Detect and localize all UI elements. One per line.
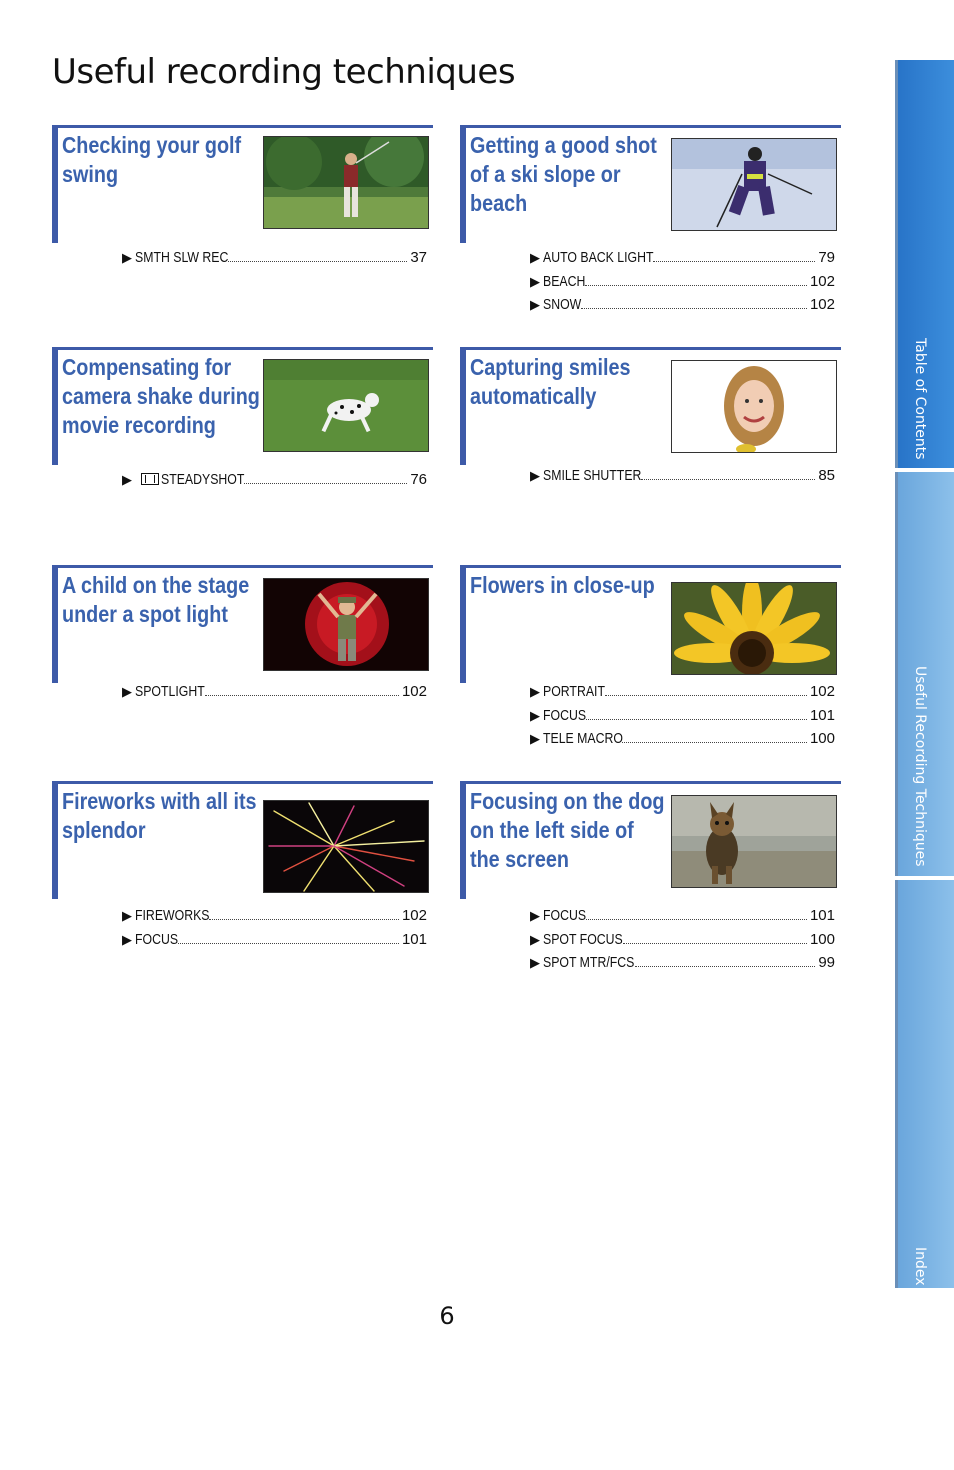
reference-list: [122, 683, 427, 707]
triangle-right-icon: ▶: [530, 297, 540, 312]
reference-list: [122, 249, 427, 273]
leader-dots: [605, 695, 807, 696]
page-number: 6: [439, 1302, 455, 1330]
leader-dots: [581, 308, 807, 309]
reference-list: [530, 683, 835, 754]
triangle-right-icon: ▶: [530, 273, 540, 289]
triangle-right-icon: ▶: [530, 684, 540, 699]
child-stage-photo: [263, 578, 429, 671]
reference-item[interactable]: ▶ SPOT MTR/FCS 99: [530, 954, 835, 971]
triangle-right-icon: ▶: [122, 472, 132, 487]
tab-useful-recording-techniques[interactable]: Useful Recording Techniques: [895, 472, 954, 876]
section-title[interactable]: Capturing smiles automatically: [470, 354, 631, 409]
reference-item[interactable]: ▶ SPOTLIGHT 102: [122, 683, 427, 700]
reference-item[interactable]: ▶ FOCUS 101: [530, 706, 835, 724]
reference-item[interactable]: ▶ PORTRAIT 102: [530, 683, 835, 700]
reference-item[interactable]: ▶ SMTH SLW REC 37: [122, 249, 427, 266]
leader-dots: [653, 261, 815, 262]
reference-item[interactable]: ▶ BEACH 102: [530, 272, 835, 290]
dalmatian-photo: [263, 359, 429, 452]
reference-item[interactable]: ▶ SPOT FOCUS 100: [530, 930, 835, 948]
reference-list: [530, 249, 835, 320]
reference-item[interactable]: ▶ AUTO BACK LIGHT 79: [530, 249, 835, 266]
reference-list: [122, 471, 427, 495]
triangle-right-icon: ▶: [530, 468, 540, 483]
smiling-woman-photo: [671, 360, 837, 453]
leader-dots: [585, 285, 807, 286]
leader-dots: [244, 483, 407, 484]
reference-item[interactable]: ▶ SMILE SHUTTER 85: [530, 467, 835, 484]
tab-table-of-contents[interactable]: Table of Contents: [895, 60, 954, 468]
reference-item[interactable]: ▶ FOCUS 101: [530, 907, 835, 924]
section-title[interactable]: Flowers in close-up: [470, 572, 655, 598]
triangle-right-icon: ▶: [122, 250, 132, 265]
leader-dots: [622, 742, 806, 743]
reference-list: [122, 907, 427, 954]
skier-photo: [671, 138, 837, 231]
triangle-right-icon: ▶: [530, 707, 540, 723]
triangle-right-icon: ▶: [122, 931, 132, 947]
reference-list: [530, 907, 835, 978]
reference-item[interactable]: ▶ STEADYSHOT 76: [122, 471, 427, 488]
reference-item[interactable]: ▶ TELE MACRO 100: [530, 730, 835, 747]
reference-item[interactable]: ▶ FOCUS 101: [122, 930, 427, 948]
fireworks-photo: [263, 800, 429, 893]
leader-dots: [641, 479, 815, 480]
triangle-right-icon: ▶: [530, 908, 540, 923]
terrier-dog-photo: [671, 795, 837, 888]
section-title[interactable]: Compensating for camera shake during movie recording: [62, 354, 260, 438]
triangle-right-icon: ▶: [122, 908, 132, 923]
leader-dots: [205, 695, 399, 696]
leader-dots: [623, 943, 807, 944]
reference-list: [530, 467, 835, 491]
triangle-right-icon: ▶: [530, 955, 540, 970]
triangle-right-icon: ▶: [530, 931, 540, 947]
section-title[interactable]: Fireworks with all its splendor: [62, 788, 257, 843]
leader-dots: [586, 919, 807, 920]
tab-index[interactable]: Index: [895, 880, 954, 1288]
leader-dots: [635, 966, 816, 967]
leader-dots: [228, 261, 407, 262]
reference-item[interactable]: ▶ SNOW 102: [530, 296, 835, 313]
section-title[interactable]: Focusing on the dog on the left side of the screen: [470, 788, 665, 872]
yellow-flower-photo: [671, 582, 837, 675]
golf-swing-photo: [263, 136, 429, 229]
leader-dots: [178, 943, 399, 944]
triangle-right-icon: ▶: [530, 250, 540, 265]
leader-dots: [209, 919, 399, 920]
triangle-right-icon: ▶: [122, 684, 132, 699]
section-title[interactable]: Checking your golf swing: [62, 132, 242, 187]
section-title[interactable]: A child on the stage under a spot light: [62, 572, 250, 627]
triangle-right-icon: ▶: [530, 731, 540, 746]
page-title: Useful recording techniques: [52, 52, 516, 92]
movie-frame-icon: [141, 473, 159, 485]
section-title[interactable]: Getting a good shot of a ski slope or beach: [470, 132, 657, 216]
reference-item[interactable]: ▶ FIREWORKS 102: [122, 907, 427, 924]
leader-dots: [586, 719, 807, 720]
